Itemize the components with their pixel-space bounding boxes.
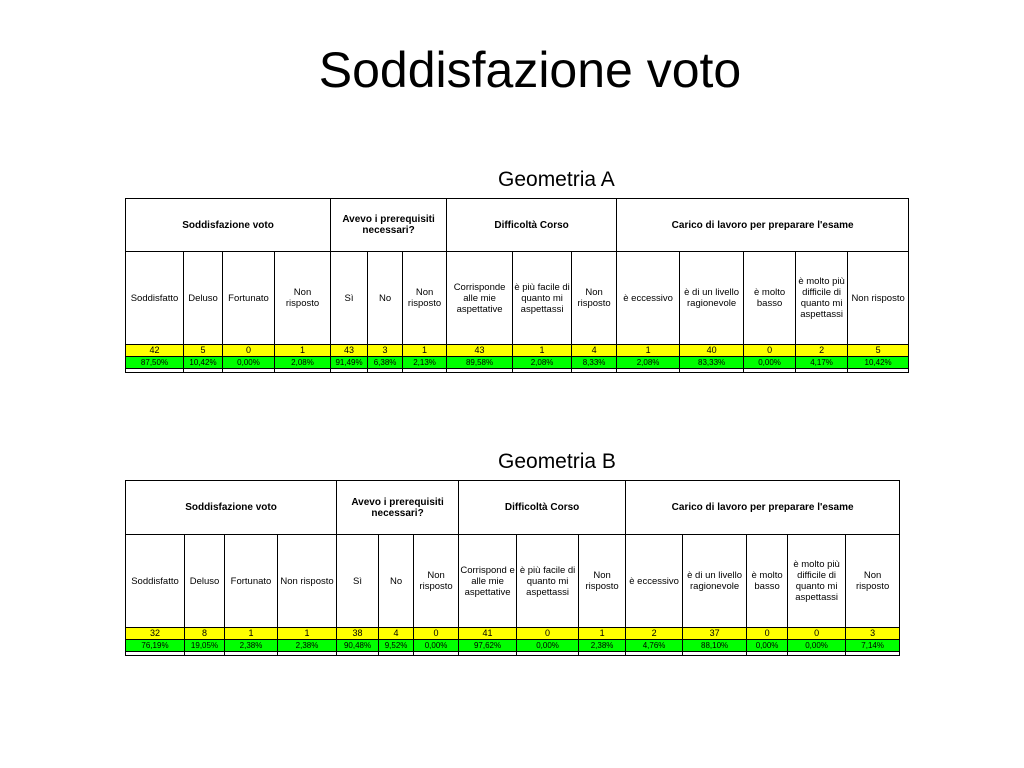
percentage-cell: 10,42% [184, 357, 223, 369]
column-header: è eccessivo [626, 535, 683, 628]
percentage-cell: 83,33% [680, 357, 744, 369]
column-header: Non risposto [403, 252, 447, 345]
column-header: Non risposto [579, 535, 626, 628]
count-cell: 41 [459, 628, 517, 640]
percentage-cell: 88,10% [683, 640, 747, 652]
column-header: Sì [337, 535, 379, 628]
group-header-difficolta: Difficoltà Corso [447, 199, 617, 252]
percentage-cell: 89,58% [447, 357, 513, 369]
percentage-cell: 87,50% [126, 357, 184, 369]
percentages-row [126, 357, 909, 369]
column-header: Corrisponde alle mie aspettative [447, 252, 513, 345]
count-cell: 8 [185, 628, 225, 640]
percentage-cell: 4,76% [626, 640, 683, 652]
column-header: Deluso [184, 252, 223, 345]
percentage-cell: 0,00% [788, 640, 846, 652]
column-header: è molto basso [744, 252, 796, 345]
column-header: Corrispond e alle mie aspettative [459, 535, 517, 628]
count-cell: 40 [680, 345, 744, 357]
group-header-carico: Carico di lavoro per preparare l'esame [617, 199, 909, 252]
percentage-cell: 0,00% [747, 640, 788, 652]
percentage-cell: 19,05% [185, 640, 225, 652]
counts-row [126, 628, 900, 640]
column-header: Non risposto [848, 252, 909, 345]
column-header: No [368, 252, 403, 345]
count-cell: 42 [126, 345, 184, 357]
counts-row [126, 345, 909, 357]
count-cell: 0 [747, 628, 788, 640]
count-cell: 1 [403, 345, 447, 357]
column-header: Soddisfatto [126, 535, 185, 628]
column-header: è molto basso [747, 535, 788, 628]
column-header: Fortunato [223, 252, 275, 345]
table-title-b: Geometria B [498, 450, 616, 473]
column-header: è di un livello ragionevole [680, 252, 744, 345]
percentage-cell: 10,42% [848, 357, 909, 369]
group-header-carico: Carico di lavoro per preparare l'esame [626, 481, 900, 535]
count-cell: 1 [278, 628, 337, 640]
percentage-cell: 0,00% [517, 640, 579, 652]
percentage-cell: 76,19% [126, 640, 185, 652]
column-header: Sì [331, 252, 368, 345]
count-cell: 2 [626, 628, 683, 640]
count-cell: 32 [126, 628, 185, 640]
count-cell: 5 [848, 345, 909, 357]
column-header: è molto più difficile di quanto mi aspettassi [796, 252, 848, 345]
percentage-cell: 2,38% [579, 640, 626, 652]
group-header-difficolta: Difficoltà Corso [459, 481, 626, 535]
count-cell: 0 [517, 628, 579, 640]
count-cell: 0 [744, 345, 796, 357]
column-header: No [379, 535, 414, 628]
percentage-cell: 0,00% [223, 357, 275, 369]
count-cell: 1 [275, 345, 331, 357]
count-cell: 38 [337, 628, 379, 640]
group-header-soddisfazione: Soddisfazione voto [126, 199, 331, 252]
count-cell: 5 [184, 345, 223, 357]
count-cell: 1 [617, 345, 680, 357]
percentage-cell: 2,13% [403, 357, 447, 369]
column-header: è di un livello ragionevole [683, 535, 747, 628]
column-header: Non risposto [572, 252, 617, 345]
count-cell: 1 [579, 628, 626, 640]
percentage-cell: 4,17% [796, 357, 848, 369]
count-cell: 43 [447, 345, 513, 357]
count-cell: 0 [788, 628, 846, 640]
count-cell: 2 [796, 345, 848, 357]
percentage-cell: 8,33% [572, 357, 617, 369]
count-cell: 3 [368, 345, 403, 357]
column-header: Soddisfatto [126, 252, 184, 345]
column-header: Fortunato [225, 535, 278, 628]
count-cell: 43 [331, 345, 368, 357]
column-header: Non risposto [414, 535, 459, 628]
table-geometria-b [125, 480, 900, 656]
percentage-cell: 2,08% [513, 357, 572, 369]
group-header-prerequisiti: Avevo i prerequisiti necessari? [337, 481, 459, 535]
group-header-soddisfazione: Soddisfazione voto [126, 481, 337, 535]
percentage-cell: 0,00% [414, 640, 459, 652]
count-cell: 1 [225, 628, 278, 640]
count-cell: 1 [513, 345, 572, 357]
count-cell: 37 [683, 628, 747, 640]
column-header: è molto più difficile di quanto mi aspettassi [788, 535, 846, 628]
column-header: Deluso [185, 535, 225, 628]
percentage-cell: 2,08% [275, 357, 331, 369]
percentage-cell: 6,38% [368, 357, 403, 369]
count-cell: 3 [846, 628, 900, 640]
table-geometria-a [125, 198, 909, 373]
count-cell: 4 [379, 628, 414, 640]
percentage-cell: 2,08% [617, 357, 680, 369]
percentage-cell: 2,38% [278, 640, 337, 652]
column-header: Non risposto [846, 535, 900, 628]
percentage-cell: 97,62% [459, 640, 517, 652]
column-header: è più facile di quanto mi aspettassi [517, 535, 579, 628]
column-header: Non risposto [278, 535, 337, 628]
column-header: è più facile di quanto mi aspettassi [513, 252, 572, 345]
percentage-cell: 9,52% [379, 640, 414, 652]
percentages-row [126, 640, 900, 652]
column-header: è eccessivo [617, 252, 680, 345]
percentage-cell: 2,38% [225, 640, 278, 652]
percentage-cell: 90,48% [337, 640, 379, 652]
column-header: Non risposto [275, 252, 331, 345]
group-header-prerequisiti: Avevo i prerequisiti necessari? [331, 199, 447, 252]
page-title: Soddisfazione voto [318, 42, 742, 98]
percentage-cell: 91,49% [331, 357, 368, 369]
count-cell: 0 [414, 628, 459, 640]
table-title-a: Geometria A [498, 168, 615, 191]
percentage-cell: 7,14% [846, 640, 900, 652]
count-cell: 4 [572, 345, 617, 357]
count-cell: 0 [223, 345, 275, 357]
percentage-cell: 0,00% [744, 357, 796, 369]
